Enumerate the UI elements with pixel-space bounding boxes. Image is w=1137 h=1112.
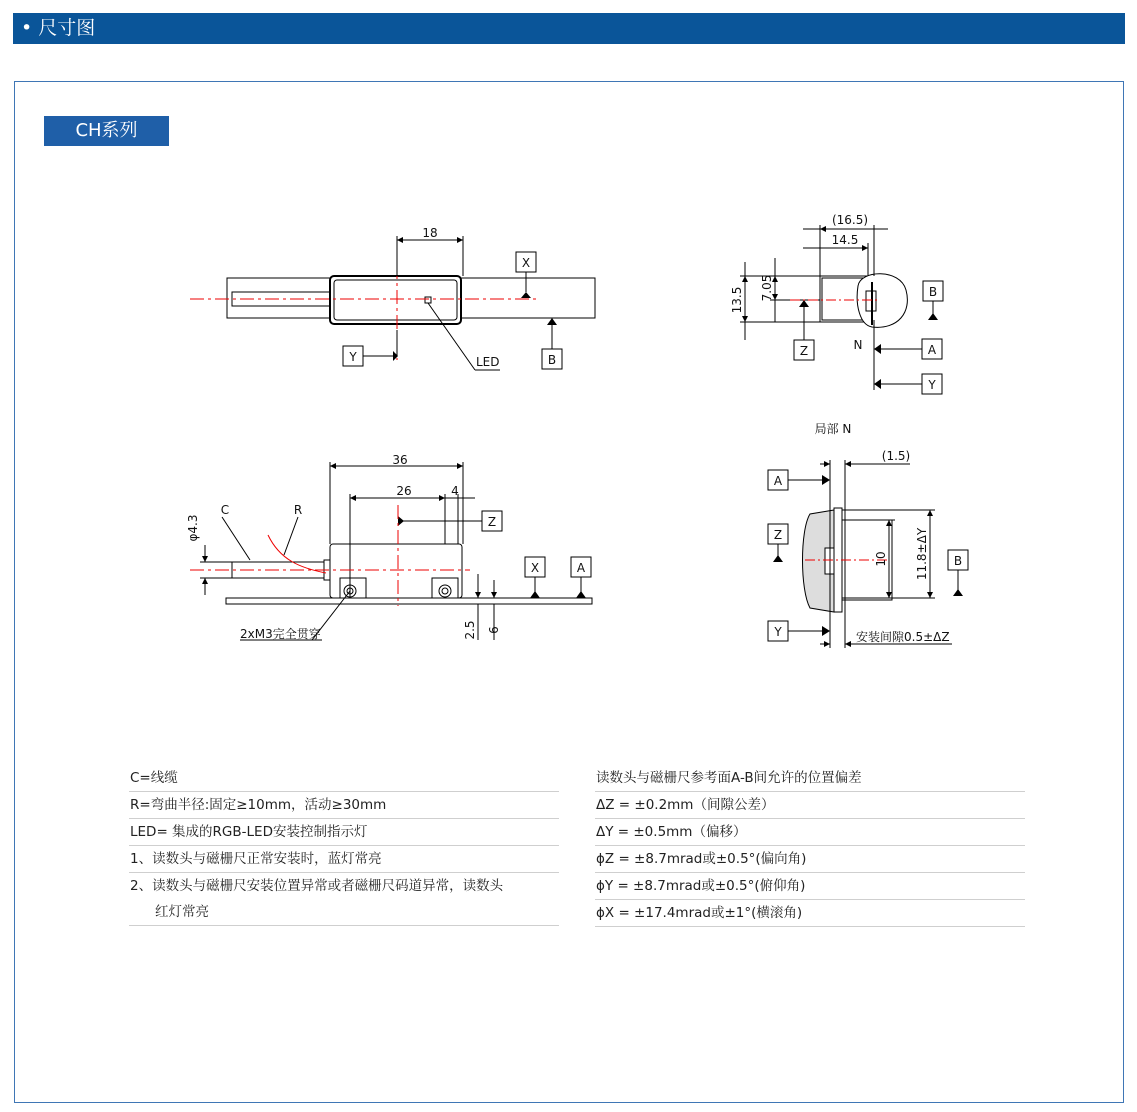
front-ref-a: A	[576, 561, 586, 575]
note-row: 1、读数头与磁栅尺正常安装时，蓝灯常亮	[129, 846, 559, 873]
front-ref-x: X	[530, 561, 540, 575]
note-row: C=线缆	[129, 765, 559, 792]
gap-note: 安装间隙0.5±ΔZ	[856, 630, 950, 644]
side-ref-y: Y	[928, 378, 936, 392]
top-ref-x: X	[521, 256, 531, 270]
cable-label: C	[220, 503, 230, 517]
top-view	[190, 236, 595, 370]
front-ref-z: Z	[487, 515, 497, 529]
dim-7-05: 7.05	[760, 274, 774, 302]
dim-16-5: (16.5)	[831, 213, 869, 227]
note-row-wrapped	[129, 873, 559, 926]
side-view	[740, 225, 943, 394]
detail-view	[768, 460, 968, 648]
dim-1-5: (1.5)	[881, 449, 911, 463]
dim-phi-4-3: φ4.3	[186, 514, 200, 542]
notes-right	[595, 765, 1025, 927]
top-ref-y: Y	[349, 350, 357, 364]
note-row: R=弯曲半径:固定≥10mm，活动≥30mm	[129, 792, 559, 819]
series-label: CH系列	[75, 120, 138, 141]
detail-ref-b: B	[953, 554, 963, 568]
note-text-continued: 红灯常亮	[155, 904, 209, 920]
detail-ref-a: A	[773, 474, 783, 488]
top-ref-b: B	[547, 353, 557, 367]
n-label: N	[853, 338, 863, 352]
dim-26: 26	[396, 484, 412, 498]
tolerance-row: ϕZ = ±8.7mrad或±0.5°(偏向角)	[595, 846, 1025, 873]
side-ref-a: A	[927, 343, 937, 357]
dim-4: 4	[451, 484, 459, 498]
led-label: LED	[476, 355, 500, 369]
dim-13-5: 13.5	[730, 286, 744, 314]
tolerance-row: ΔY = ±0.5mm（偏移）	[595, 819, 1025, 846]
side-ref-z: Z	[799, 344, 809, 358]
dim-18: 18	[422, 226, 438, 240]
detail-ref-z: Z	[773, 528, 783, 542]
hole-note: 2xM3完全贯穿	[240, 627, 321, 641]
dim-10: 10	[874, 551, 888, 567]
section-title: • 尺寸图	[21, 17, 96, 39]
dim-14-5: 14.5	[831, 233, 859, 247]
detail-ref-y: Y	[774, 625, 782, 639]
note-row: LED= 集成的RGB-LED安装控制指示灯	[129, 819, 559, 846]
detail-title: 局部 N	[814, 422, 852, 436]
note-text: 2、读数头与磁栅尺安装位置异常或者磁栅尺码道异常，读数头	[130, 878, 504, 894]
dim-2-5: 2.5	[463, 620, 477, 640]
dim-11-8: 11.8±ΔY	[915, 527, 929, 581]
tolerance-row: ϕX = ±17.4mrad或±1°(横滚角)	[595, 900, 1025, 927]
tolerance-heading: 读数头与磁栅尺参考面A-B间允许的位置偏差	[595, 765, 1025, 792]
radius-label: R	[293, 503, 303, 517]
dim-36: 36	[392, 453, 408, 467]
tolerance-row: ϕY = ±8.7mrad或±0.5°(俯仰角)	[595, 873, 1025, 900]
notes-left	[129, 765, 559, 926]
tolerance-row: ΔZ = ±0.2mm（间隙公差）	[595, 792, 1025, 819]
dim-6: 6	[487, 626, 501, 634]
side-ref-b: B	[928, 285, 938, 299]
